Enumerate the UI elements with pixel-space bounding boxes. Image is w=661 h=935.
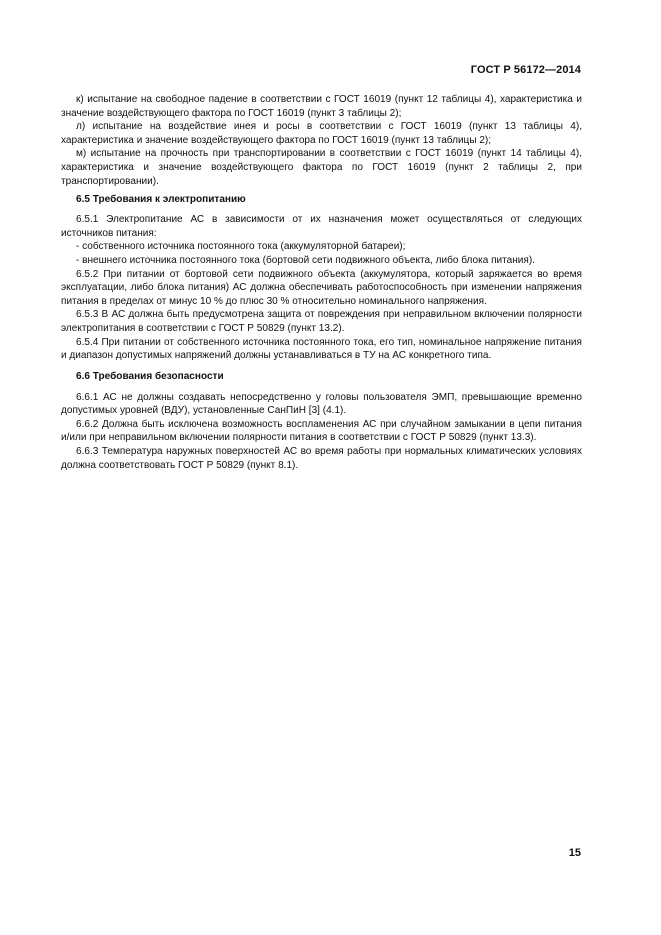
paragraph-6-6-2: 6.6.2 Должна быть исключена возможность воспламенения АС при случайном замыкании в цепи питания и/или при неправильном включении полярности питания в соответствии с ГОСТ Р 50829 (пункт 13.3). xyxy=(61,418,582,444)
paragraph-6-5-3: 6.5.3 В АС должна быть предусмотрена защита от повреждения при неправильном включении полярности электропитания в соответствии с ГОСТ Р 50829 (пункт 13.2). xyxy=(61,309,582,334)
list-item-l: л) испытание на воздействие инея и росы в соответствии с ГОСТ 16019 (пункт 13 таблицы 4), характеристика и значение воздействующего фактора по ГОСТ 16019 (пункт 13 таблицы 2); xyxy=(61,121,582,146)
page-body xyxy=(61,93,582,472)
list-item-k: к) испытание на свободное падение в соответствии с ГОСТ 16019 (пункт 12 таблицы 4), характеристика и значение воздействующего фактора по ГОСТ 16019 (пункт 3 таблицы 2); xyxy=(61,94,582,119)
paragraph-6-6-3: 6.6.3 Температура наружных поверхностей АС во время работы при нормальных климатических условиях должна соответствовать ГОСТ Р 50829 (пункт 8.1). xyxy=(61,446,582,471)
paragraph-6-5-4: 6.5.4 При питании от собственного источника постоянного тока, его тип, номинальное напряжение питания и диапазон допустимых напряжений должны устанавливаться в ТУ на АС конкретного типа. xyxy=(61,336,582,362)
paragraph-6-5-2: 6.5.2 При питании от бортовой сети подвижного объекта (аккумулятора, который заряжается во время эксплуатации, либо блока питания) АС должна обеспечивать работоспособность при изменении напряжения питания в пределах от минус 10 % до плюс 30 % относительно номинального напряжения. xyxy=(61,268,582,307)
list-item-m: м) испытание на прочность при транспортировании в соответствии с ГОСТ 16019 (пункт 14 таблицы 4), характеристика и значение воздействующего фактора по ГОСТ 16019 (пункт 2 таблицы 2, при транспортировании). xyxy=(61,148,582,187)
section-heading-6-6: 6.6 Требования безопасности xyxy=(76,370,224,382)
paragraph-6-5-1: 6.5.1 Электропитание АС в зависимости от их назначения может осуществляться от следующих источников питания: xyxy=(61,214,582,239)
bullet-item-external-source: - внешнего источника постоянного тока (бортовой сети подвижного объекта, либо блока питания). xyxy=(76,254,535,266)
document-code-header: ГОСТ Р 56172—2014 xyxy=(470,64,581,76)
section-heading-6-5: 6.5 Требования к электропитанию xyxy=(76,194,246,206)
paragraph-6-6-1: 6.6.1 АС не должны создавать непосредственно у головы пользователя ЭМП, превышающие временно допустимых уровней (ВДУ), установленные СанПиН [3] (4.1). xyxy=(61,391,582,417)
bullet-item-own-source: - собственного источника постоянного тока (аккумуляторной батареи); xyxy=(76,241,406,253)
page-number: 15 xyxy=(568,847,581,859)
